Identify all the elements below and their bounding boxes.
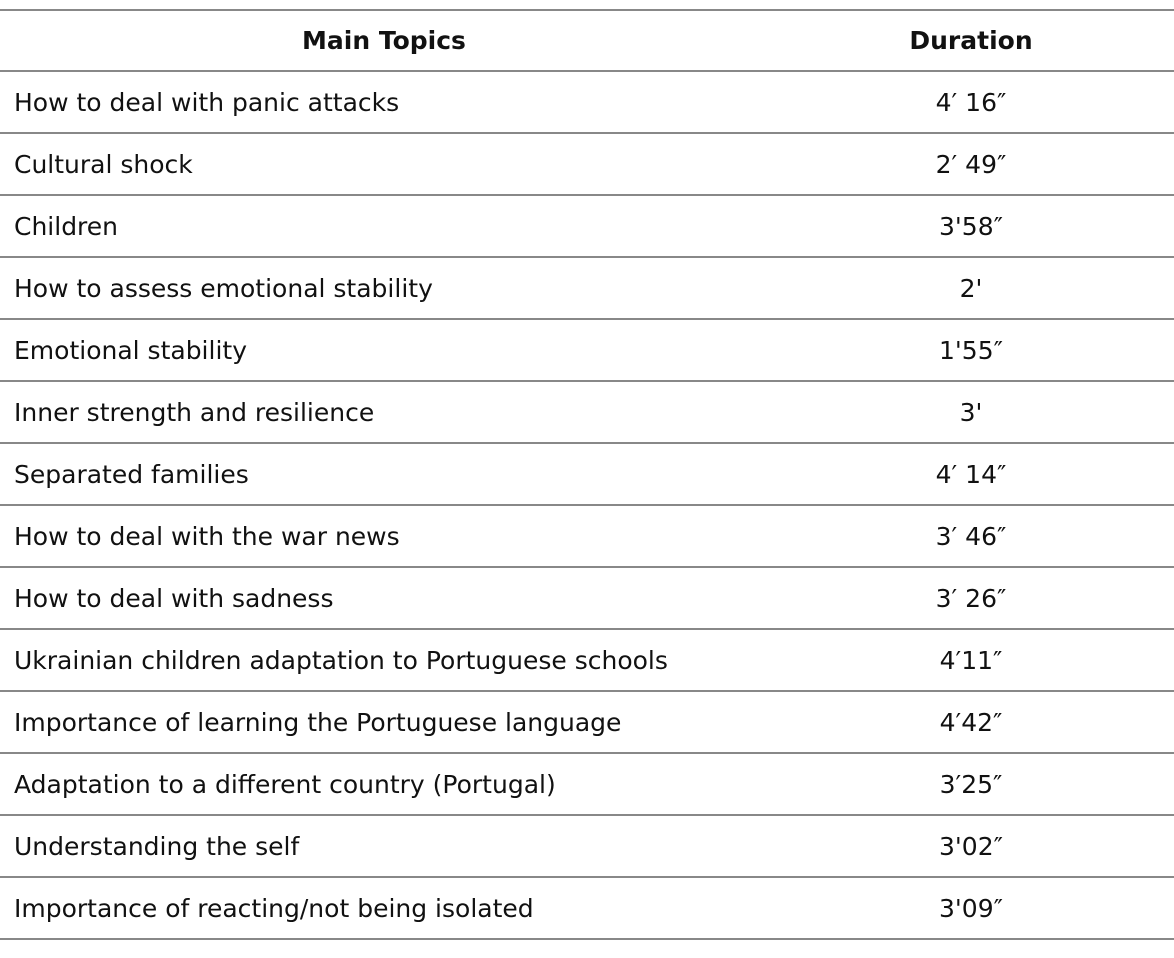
- duration-cell: 3': [768, 381, 1174, 443]
- table-row: [0, 815, 1174, 877]
- duration-cell: 2′ 49″: [768, 133, 1174, 195]
- table-row: [0, 753, 1174, 815]
- table-row: [0, 877, 1174, 939]
- table-row: [0, 133, 1174, 195]
- topic-cell: Inner strength and resilience: [0, 381, 768, 443]
- duration-cell: 4′42″: [768, 691, 1174, 753]
- table-row: [0, 257, 1174, 319]
- topic-cell: How to deal with panic attacks: [0, 71, 768, 133]
- topics-duration-table: [0, 9, 1174, 940]
- topic-cell: How to assess emotional stability: [0, 257, 768, 319]
- duration-cell: 3'02″: [768, 815, 1174, 877]
- table-row: [0, 505, 1174, 567]
- topic-cell: Importance of learning the Portuguese language: [0, 691, 768, 753]
- table-row: [0, 381, 1174, 443]
- table-body: [0, 71, 1174, 939]
- header-main-topics: Main Topics: [0, 10, 768, 71]
- duration-cell: 3′ 26″: [768, 567, 1174, 629]
- table-row: [0, 567, 1174, 629]
- duration-cell: 3'09″: [768, 877, 1174, 939]
- duration-cell: 4′11″: [768, 629, 1174, 691]
- topic-cell: Adaptation to a different country (Portugal): [0, 753, 768, 815]
- duration-cell: 1'55″: [768, 319, 1174, 381]
- table-row: [0, 195, 1174, 257]
- topic-cell: Emotional stability: [0, 319, 768, 381]
- topic-cell: Importance of reacting/not being isolated: [0, 877, 768, 939]
- table-row: [0, 319, 1174, 381]
- duration-cell: 4′ 14″: [768, 443, 1174, 505]
- header-duration: Duration: [768, 10, 1174, 71]
- table-row: [0, 629, 1174, 691]
- duration-cell: 3'58″: [768, 195, 1174, 257]
- topic-cell: Children: [0, 195, 768, 257]
- table-row: [0, 691, 1174, 753]
- duration-cell: 2': [768, 257, 1174, 319]
- header-row: [0, 10, 1174, 71]
- topic-cell: Cultural shock: [0, 133, 768, 195]
- topic-cell: How to deal with sadness: [0, 567, 768, 629]
- table-row: [0, 443, 1174, 505]
- topic-cell: Separated families: [0, 443, 768, 505]
- topic-cell: How to deal with the war news: [0, 505, 768, 567]
- topic-cell: Understanding the self: [0, 815, 768, 877]
- topic-cell: Ukrainian children adaptation to Portuguese schools: [0, 629, 768, 691]
- duration-cell: 4′ 16″: [768, 71, 1174, 133]
- table-row: [0, 71, 1174, 133]
- duration-cell: 3′25″: [768, 753, 1174, 815]
- duration-cell: 3′ 46″: [768, 505, 1174, 567]
